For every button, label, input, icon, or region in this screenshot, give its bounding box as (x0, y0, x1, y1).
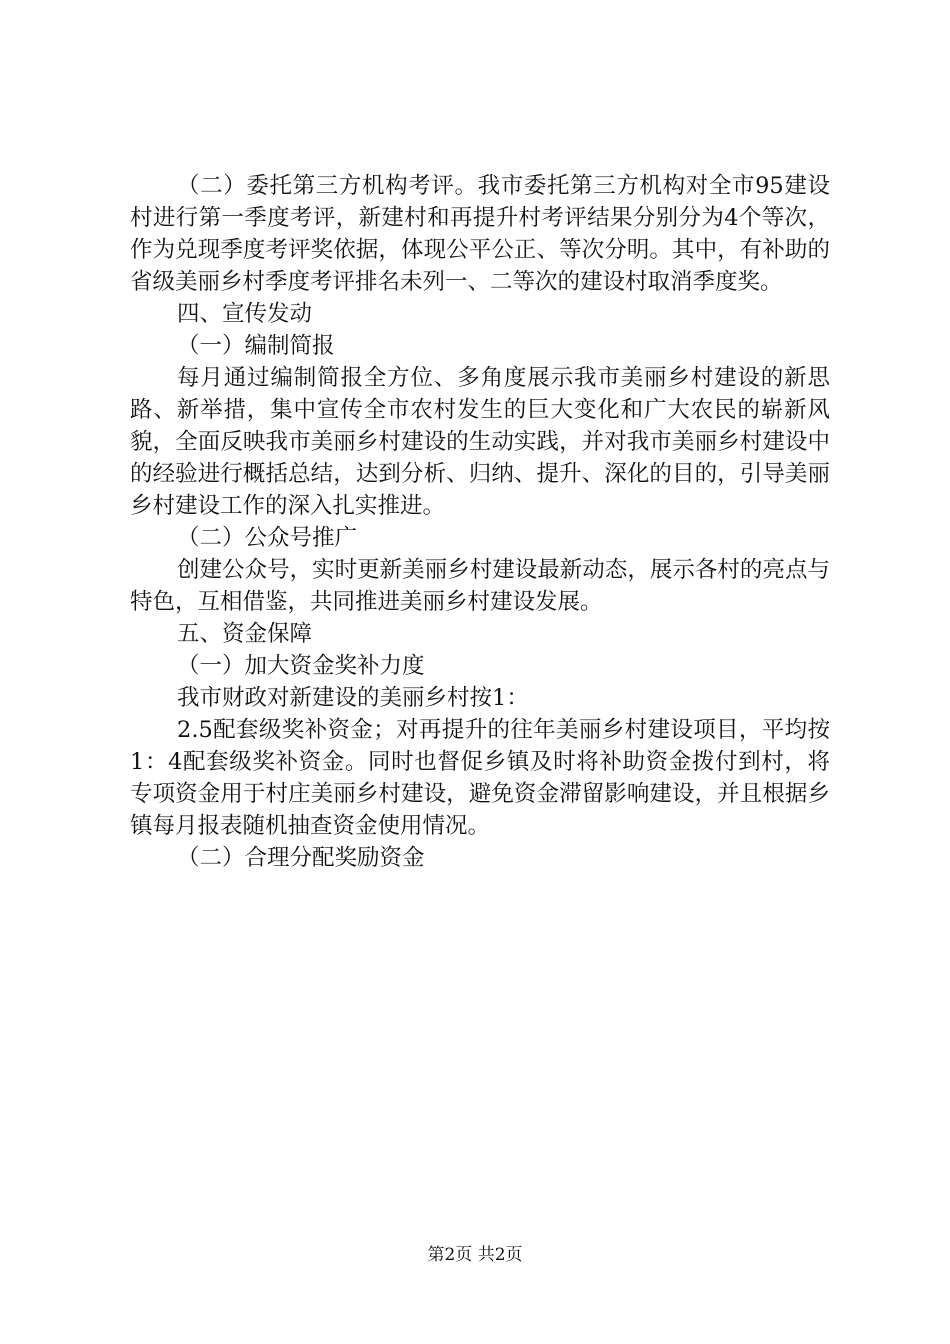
page-footer: 第2页 共2页 (427, 1245, 523, 1265)
heading-publicity: 四、宣传发动 (177, 301, 313, 327)
paragraph-public-account: 创建公众号，实时更新美丽乡村建设最新动态，展示各村的亮点与特色，互相借鉴，共同推进美丽乡村建设发展。 (130, 557, 830, 615)
paragraph-subsidy-detail: 2.5配套级奖补资金；对再提升的往年美丽乡村建设项目，平均按1：4配套级奖补资金。同时也督促乡镇及时将补助资金拨付到村，将专项资金用于村庄美丽乡村建设，避免资金滞留影响建设，并且根据乡镇每月报表随机抽查资金使用情况。 (130, 717, 830, 839)
subheading-public-account: （二）公众号推广 (177, 525, 358, 551)
subheading-subsidy: （一）加大资金奖补力度 (177, 653, 425, 679)
paragraph-third-party-evaluation: （二）委托第三方机构考评。我市委托第三方机构对全市95建设村进行第一季度考评，新建村和再提升村考评结果分别分为4个等次，作为兑现季度考评奖依据，体现公平公正、等次分明。其中，有补助的省级美丽乡村季度考评排名未列一、二等次的建设村取消季度奖。 (130, 173, 830, 295)
document-body (130, 170, 830, 874)
subheading-bulletin: （一）编制简报 (177, 333, 335, 359)
paragraph-subsidy-intro: 我市财政对新建设的美丽乡村按1： (177, 685, 529, 711)
paragraph-bulletin: 每月通过编制简报全方位、多角度展示我市美丽乡村建设的新思路、新举措，集中宣传全市农村发生的巨大变化和广大农民的崭新风貌，全面反映我市美丽乡村建设的生动实践，并对我市美丽乡村建设中的经验进行概括总结，达到分析、归纳、提升、深化的目的，引导美丽乡村建设工作的深入扎实推进。 (130, 365, 830, 519)
subheading-reward-allocation: （二）合理分配奖励资金 (177, 845, 425, 871)
heading-funding: 五、资金保障 (177, 621, 313, 647)
